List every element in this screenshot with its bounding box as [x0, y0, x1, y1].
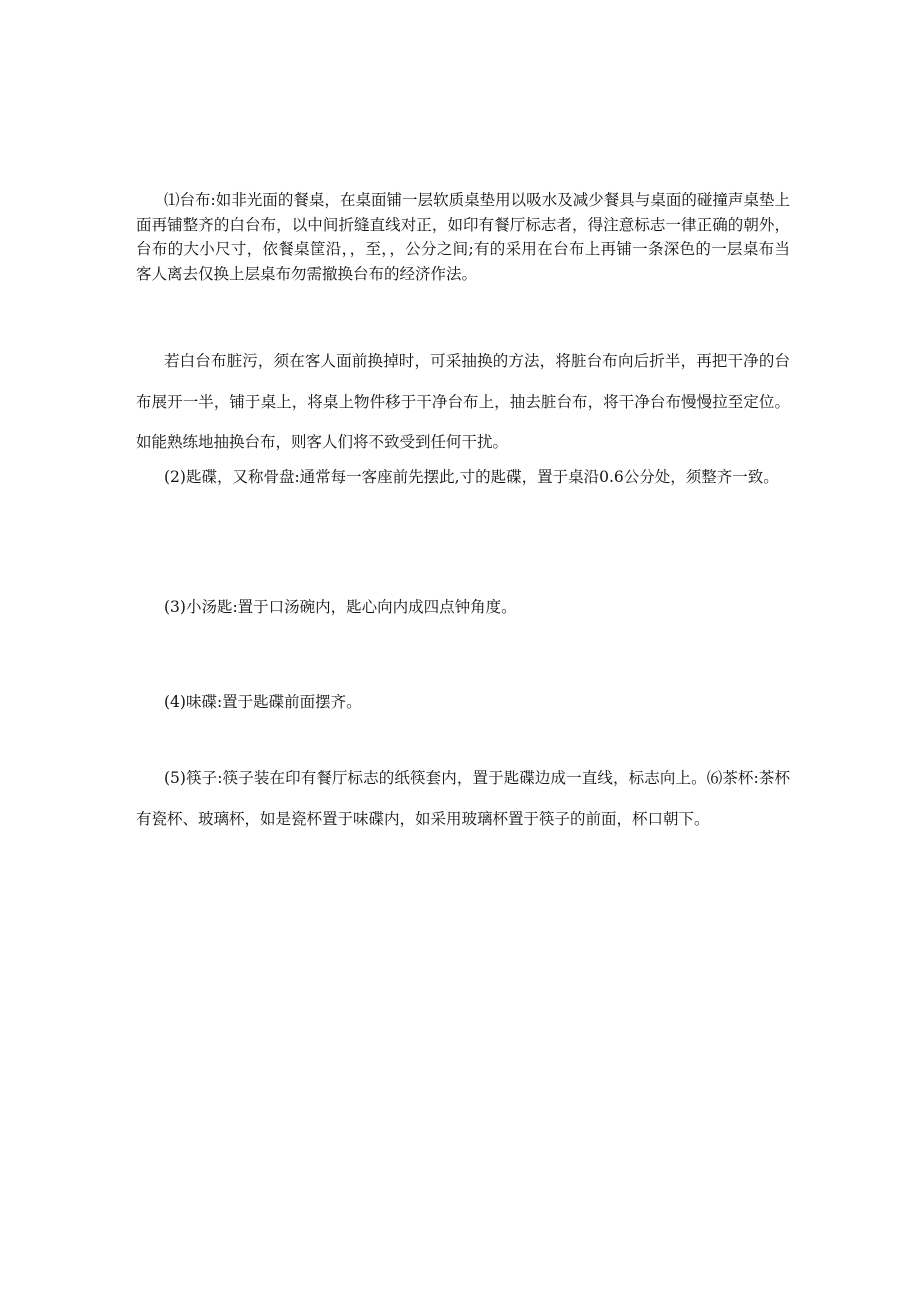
paragraph-tablecloth-replacement: 若白台布脏污，须在客人面前换掉时，可采抽换的方法，将脏台布向后折半，再把干净的台布展开一半，铺于桌上，将桌上物件移于干净台布上，抽去脏台布，将干净台布慢慢拉至定位。如能熟练地抽换台布，则客人们将不致受到任何干扰。 [136, 352, 790, 451]
paragraph-spoon-plate: (2)匙碟，又称骨盘:通常每一客座前先摆此,寸的匙碟，置于桌沿0.6公分处，须整齐一致。 [164, 468, 779, 486]
paragraph-chopsticks-teacup: (5)筷子:筷子装在印有餐厅标志的纸筷套内，置于匙碟边成一直线，标志向上。⑹茶杯:茶杯有瓷杯、玻璃杯，如是瓷杯置于味碟内，如采用玻璃杯置于筷子的前面，杯口朝下。 [136, 769, 790, 828]
paragraph-tablecloth: ⑴台布:如非光面的餐桌，在桌面铺一层软质桌垫用以吸水及减少餐具与桌面的碰撞声桌垫上面再铺整齐的白台布，以中间折缝直线对正，如印有餐厅标志者，得注意标志一律正确的朝外，台布的大小尺寸，依餐桌筐沿，，至，，公分之间;有的采用在台布上再铺一条深色的一层桌布当客人离去仅换上层桌布勿需撤换台布的经济作法。 [136, 191, 790, 283]
paragraph-small-soup-spoon: (3)小汤匙:置于口汤碗内，匙心向内成四点钟角度。 [164, 598, 517, 616]
paragraph-sauce-dish: (4)味碟:置于匙碟前面摆齐。 [164, 693, 362, 711]
